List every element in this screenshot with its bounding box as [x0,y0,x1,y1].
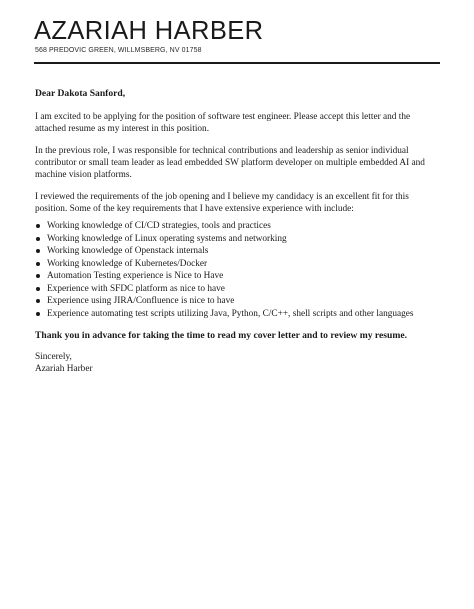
header-divider [34,62,440,64]
paragraph-requirements: I reviewed the requirements of the job opening and I believe my candidacy is an excellent fit for this position. Some of the key requirements that I have extensive experience with include: [35,192,409,214]
bullet-icon [36,249,40,253]
list-item-text: Working knowledge of Openstack internals [47,246,209,256]
closing: Sincerely, [35,351,72,362]
applicant-address: 568 PREDOVIC GREEN, WILLMSBERG, NV 01758 [35,47,202,54]
signature-name: Azariah Harber [35,363,93,374]
paragraph-intro: I am excited to be applying for the position of software test engineer. Please accept this letter and the attached resume as my interest in this position. [35,112,411,134]
list-item [35,283,439,295]
bullet-icon [36,312,40,316]
list-item-text: Experience with SFDC platform as nice to have [47,283,225,294]
bullet-icon [36,274,40,278]
applicant-name: AZARIAH HARBER [34,17,264,45]
list-item [35,258,439,270]
list-item-text: Working knowledge of CI/CD strategies, tools and practices [47,221,271,231]
list-item-text: Experience using JIRA/Confluence is nice to have [47,296,235,306]
list-item [35,245,439,257]
paragraph-previous-role: In the previous role, I was responsible for technical contributions and leadership as senior individual contributor or small team leader as lead embedded SW platform developer on multiple embedded AI and machine vision platforms. [35,146,425,180]
list-item [35,270,439,282]
list-item [35,295,439,307]
list-item-text: Automation Testing experience is Nice to Have [47,271,224,281]
bullet-icon [36,287,40,291]
list-item-text: Experience automating test scripts utilizing Java, Python, C/C++, shell scripts and other languages [47,308,414,319]
letter-body [35,88,439,375]
list-item [35,233,439,245]
bullet-icon [36,299,40,303]
thank-you-note: Thank you in advance for taking the time to read my cover letter and to review my resume. [35,329,407,341]
experience-list [35,220,439,320]
list-item [35,220,439,232]
list-item-text: Working knowledge of Kubernetes/Docker [47,258,208,269]
list-item [35,308,439,320]
bullet-icon [36,237,40,241]
bullet-icon [36,262,40,266]
greeting: Dear Dakota Sanford, [35,88,126,99]
list-item-text: Working knowledge of Linux operating systems and networking [47,233,287,244]
bullet-icon [36,224,40,228]
